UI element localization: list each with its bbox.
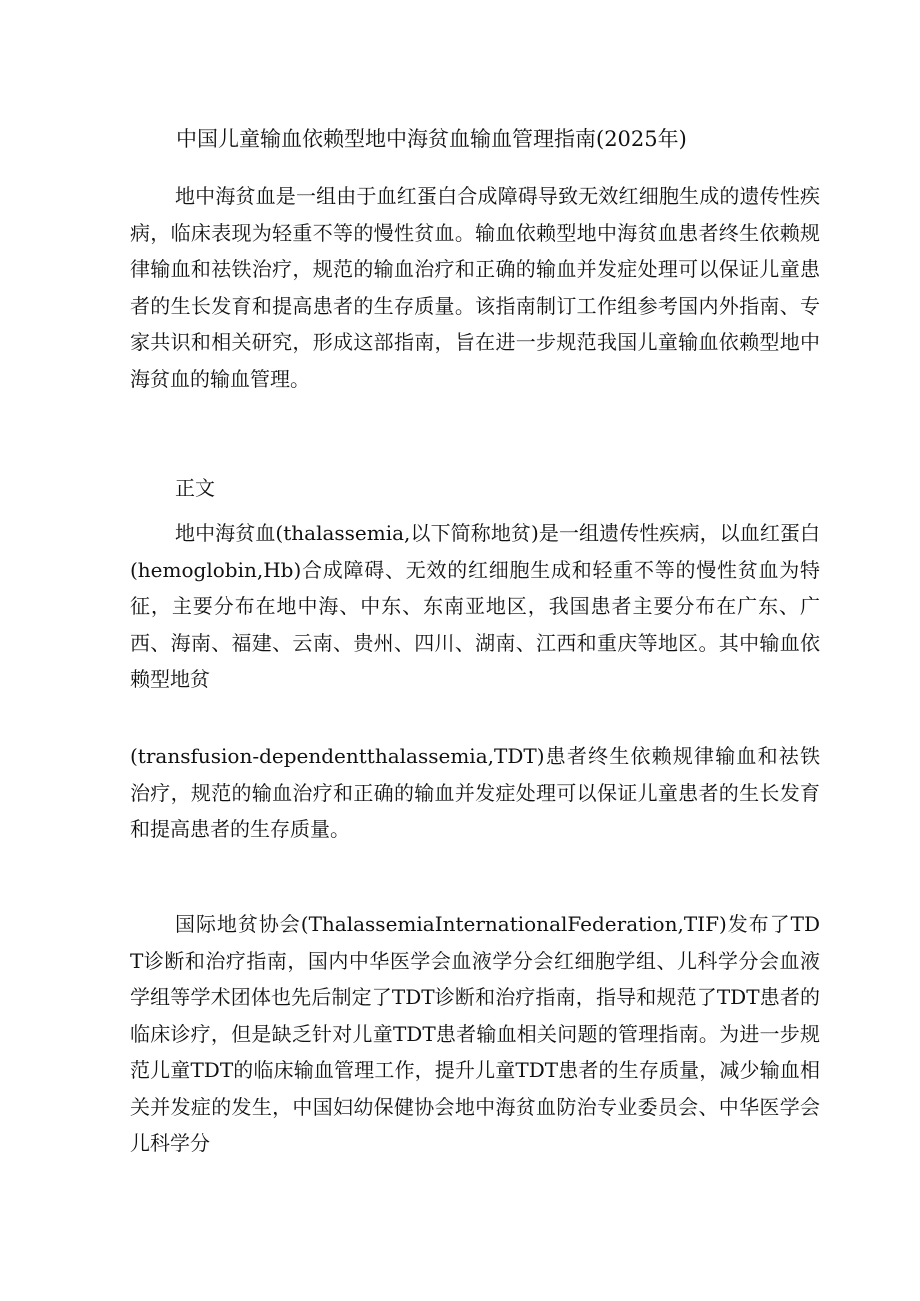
section-heading: 正文 xyxy=(175,476,215,500)
body-paragraph: 地中海贫血(thalassemia,以下简称地贫)是一组遗传性疾病，以血红蛋白(hemoglobin,Hb)合成障碍、无效的红细胞生成和轻重不等的慢性贫血为特征，主要分布在地中海、中东、东南亚地区，我国患者主要分布在广东、广西、海南、福建、云南、贵州、四川、湖南、江西和重庆等地区。其中输血依赖型地贫 xyxy=(130,521,820,691)
document-title: 中国儿童输血依赖型地中海贫血输血管理指南(2025年) xyxy=(176,127,687,151)
body-paragraph: (transfusion-dependentthalassemia,TDT)患者终生依赖规律输血和祛铁治疗，规范的输血治疗和正确的输血并发症处理可以保证儿童患者的生长发育和提高患者的生存质量。 xyxy=(130,744,820,841)
intro-paragraph: 地中海贫血是一组由于血红蛋白合成障碍导致无效红细胞生成的遗传性疾病，临床表现为轻重不等的慢性贫血。输血依赖型地中海贫血患者终生依赖规律输血和祛铁治疗，规范的输血治疗和正确的输血并发症处理可以保证儿童患者的生长发育和提高患者的生存质量。该指南制订工作组参考国内外指南、专家共识和相关研究，形成这部指南，旨在进一步规范我国儿童输血依赖型地中海贫血的输血管理。 xyxy=(130,184,820,391)
body-paragraph: 国际地贫协会(ThalassemiaInternationalFederation,TIF)发布了TDT诊断和治疗指南，国内中华医学会血液学分会红细胞学组、儿科学分会血液学组等学术团体也先后制定了TDT诊断和治疗指南，指导和规范了TDT患者的临床诊疗，但是缺乏针对儿童TDT患者输血相关问题的管理指南。为进一步规范儿童TDT的临床输血管理工作，提升儿童TDT患者的生存质量，减少输血相关并发症的发生，中国妇幼保健协会地中海贫血防治专业委员会、中华医学会儿科学分 xyxy=(130,912,820,1155)
